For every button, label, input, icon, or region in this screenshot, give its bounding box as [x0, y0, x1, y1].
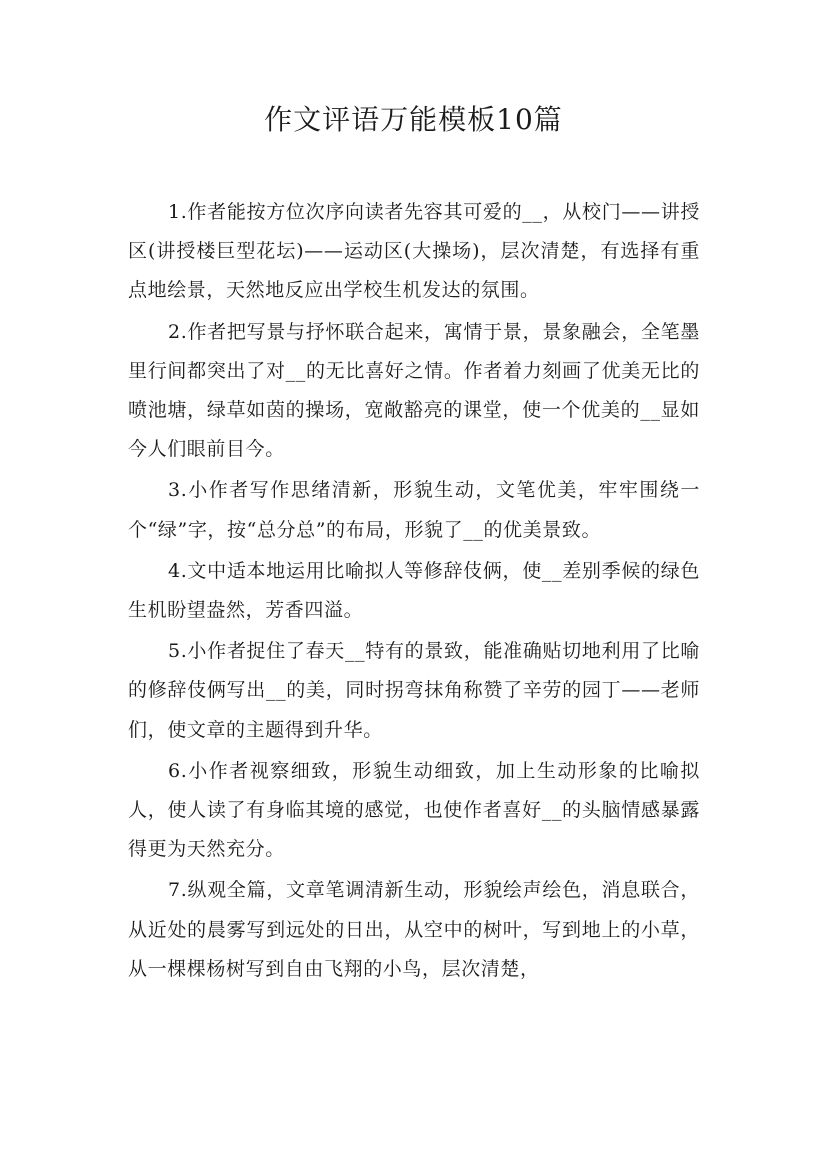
paragraph-4: 4.文中适本地运用比喻拟人等修辞伎俩，使__差别季候的绿色生机盼望盎然，芳香四溢。: [128, 559, 700, 622]
paragraph-5: 5.小作者捉住了春天__特有的景致，能准确贴切地利用了比喻的修辞伎俩写出__的美，同时拐弯抹角称赞了辛劳的园丁——老师们，使文章的主题得到升华。: [128, 640, 700, 741]
paragraph-7: 7.纵观全篇，文章笔调清新生动，形貌绘声绘色，消息联合，从近处的晨雾写到远处的日出，从空中的树叶，写到地上的小草，从一棵棵杨树写到自由飞翔的小鸟，层次清楚，: [128, 879, 700, 980]
document-body: [128, 193, 700, 991]
paragraph-3: 3.小作者写作思绪清新，形貌生动，文笔优美，牢牢围绕一个“绿”字，按“总分总”的布局，形貌了__的优美景致。: [128, 479, 700, 541]
document-title: 作文评语万能模板10篇: [264, 103, 563, 136]
paragraph-1: 1.作者能按方位次序向读者先容其可爱的__，从校门——讲授区(讲授楼巨型花坛)——运动区(大操场)，层次清楚，有选择有重点地绘景，天然地反应出学校生机发达的氛围。: [128, 201, 700, 302]
paragraph-6: 6.小作者视察细致，形貌生动细致，加上生动形象的比喻拟人，使人读了有身临其境的感觉，也使作者喜好__的头脑情感暴露得更为天然充分。: [128, 759, 700, 861]
paragraph-2: 2.作者把写景与抒怀联合起来，寓情于景，景象融会，全笔墨里行间都突出了对__的无比喜好之情。作者着力刻画了优美无比的喷池塘，绿草如茵的操场，宽敞豁亮的课堂，使一个优美的__显如今人们眼前目今。: [128, 320, 700, 461]
